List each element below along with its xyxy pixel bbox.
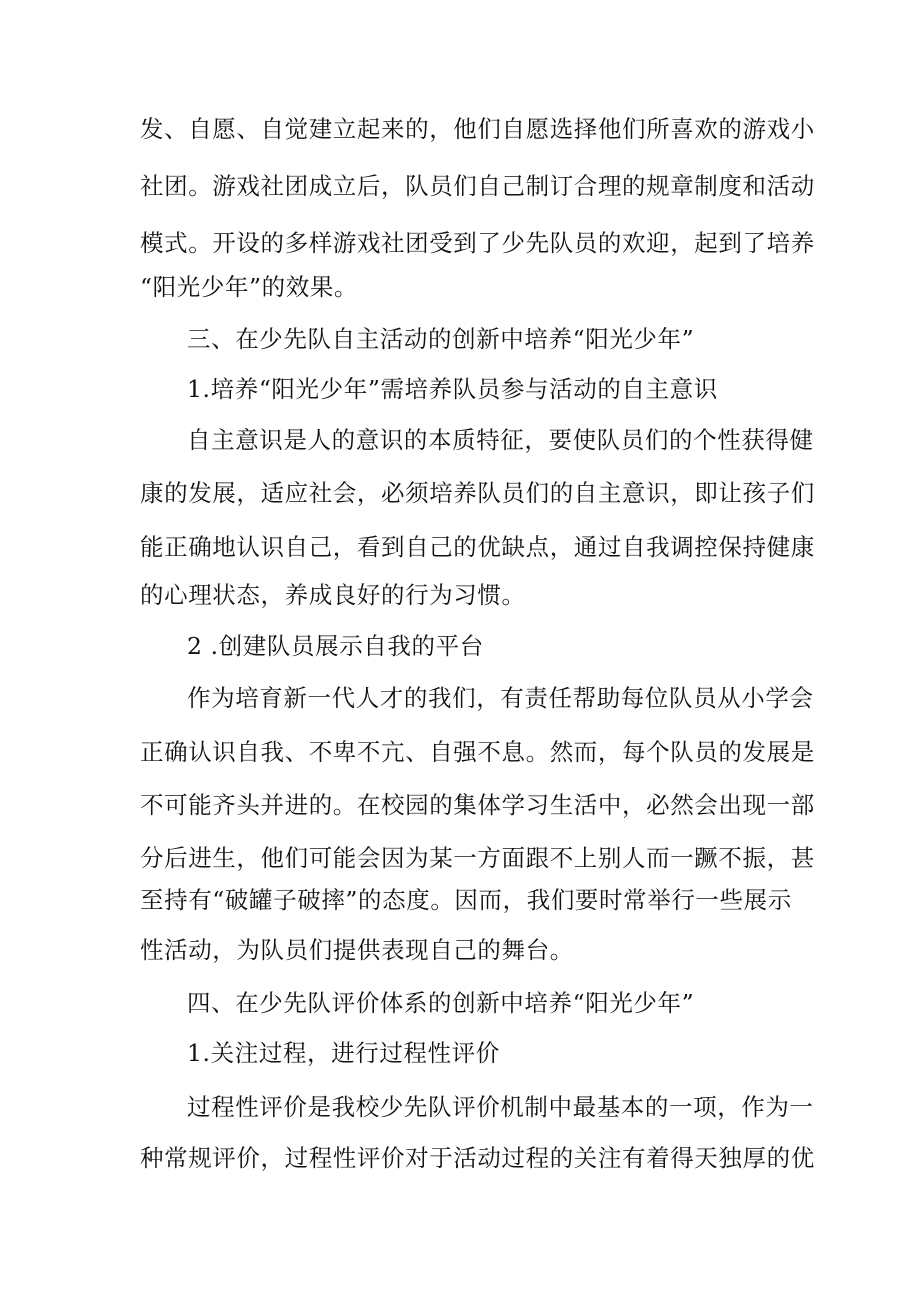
paragraph-line: 性活动，为队员们提供表现自己的舞台。 [140, 936, 574, 964]
subsection-heading: 1.培养“阳光少年”需培养队员参与活动的自主意识 [187, 375, 718, 403]
paragraph-line: 至持有“破罐子破摔”的态度。因而，我们要时常举行一些展示 [140, 886, 792, 914]
paragraph-line: 自主意识是人的意识的本质特征，要使队员们的个性获得健 [187, 426, 814, 454]
paragraph-line: 分后进生，他们可能会因为某一方面跟不上别人而一蹶不振，甚 [140, 844, 815, 872]
section-heading: 三、在少先队自主活动的创新中培养“阳光少年” [187, 325, 695, 353]
paragraph-line: 种常规评价，过程性评价对于活动过程的关注有着得天独厚的优 [140, 1144, 815, 1172]
paragraph-line: 康的发展，适应社会，必须培养队员们的自主意识，即让孩子们 [140, 479, 815, 507]
subsection-heading: 2 .创建队员展示自我的平台 [187, 632, 484, 660]
paragraph-line: 社团。游戏社团成立后，队员们自己制订合理的规章制度和活动 [140, 172, 815, 200]
paragraph-line: 发、自愿、自觉建立起来的，他们自愿选择他们所喜欢的游戏小 [140, 115, 815, 143]
paragraph-line: 能正确地认识自己，看到自己的优缺点，通过自我调控保持健康 [140, 533, 815, 561]
paragraph-line: 的心理状态，养成良好的行为习惯。 [140, 581, 526, 609]
subsection-heading: 1.关注过程，进行过程性评价 [187, 1039, 500, 1067]
paragraph-line: “阳光少年”的效果。 [140, 273, 359, 301]
paragraph-line: 作为培育新一代人才的我们，有责任帮助每位队员从小学会 [187, 684, 814, 712]
paragraph-line: 过程性评价是我校少先队评价机制中最基本的一项，作为一 [187, 1093, 814, 1121]
paragraph-line: 正确认识自我、不卑不亢、自强不息。然而，每个队员的发展是 [140, 738, 815, 766]
paragraph-line: 模式。开设的多样游戏社团受到了少先队员的欢迎，起到了培养 [140, 229, 815, 257]
section-heading: 四、在少先队评价体系的创新中培养“阳光少年” [187, 989, 695, 1017]
paragraph-line: 不可能齐头并进的。在校园的集体学习生活中，必然会出现一部 [140, 791, 815, 819]
